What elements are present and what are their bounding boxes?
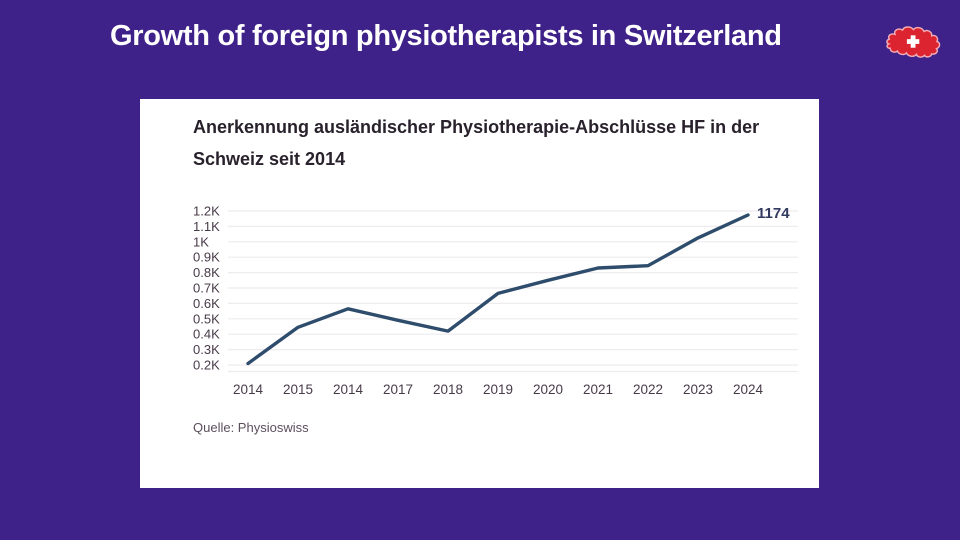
y-axis-tick-label: 1.2K	[193, 203, 220, 219]
page-title: Growth of foreign physiotherapists in Switzerland	[110, 20, 782, 52]
end-value-label: 1174	[757, 205, 790, 223]
y-axis-tick-label: 0.9K	[193, 249, 220, 265]
x-axis-tick-label: 2017	[382, 382, 414, 397]
x-axis-tick-label: 2020	[532, 382, 564, 397]
x-axis-tick-label: 2024	[732, 382, 764, 397]
y-axis-tick-label: 1.1K	[193, 218, 220, 234]
x-axis-tick-label: 2021	[582, 382, 614, 397]
y-axis-tick-label: 0.6K	[193, 295, 220, 311]
chart-card	[140, 99, 819, 488]
y-axis-tick-label: 0.7K	[193, 280, 220, 296]
x-axis-tick-label: 2022	[632, 382, 664, 397]
chart-title-line1: Anerkennung ausländischer Physiotherapie-Abschlüsse HF in der	[193, 117, 760, 137]
y-axis-tick-label: 0.3K	[193, 342, 220, 358]
x-axis-tick-label: 2023	[682, 382, 714, 397]
trend-line	[248, 215, 748, 364]
x-axis-tick-label: 2014	[332, 382, 364, 397]
y-axis-tick-label: 0.4K	[193, 326, 220, 342]
y-axis-tick-label: 0.2K	[193, 357, 220, 373]
y-axis-tick-label: 1K	[193, 234, 209, 250]
chart-title-line2: Schweiz seit 2014	[193, 149, 346, 169]
x-axis-tick-label: 2014	[232, 382, 264, 397]
y-axis-tick-label: 0.8K	[193, 265, 220, 281]
x-axis-tick-label: 2015	[282, 382, 314, 397]
switzerland-map-icon	[884, 18, 946, 66]
source-caption: Quelle: Physioswiss	[193, 420, 309, 435]
x-axis-tick-label: 2018	[432, 382, 464, 397]
y-axis-tick-label: 0.5K	[193, 311, 220, 327]
x-axis-tick-label: 2019	[482, 382, 514, 397]
